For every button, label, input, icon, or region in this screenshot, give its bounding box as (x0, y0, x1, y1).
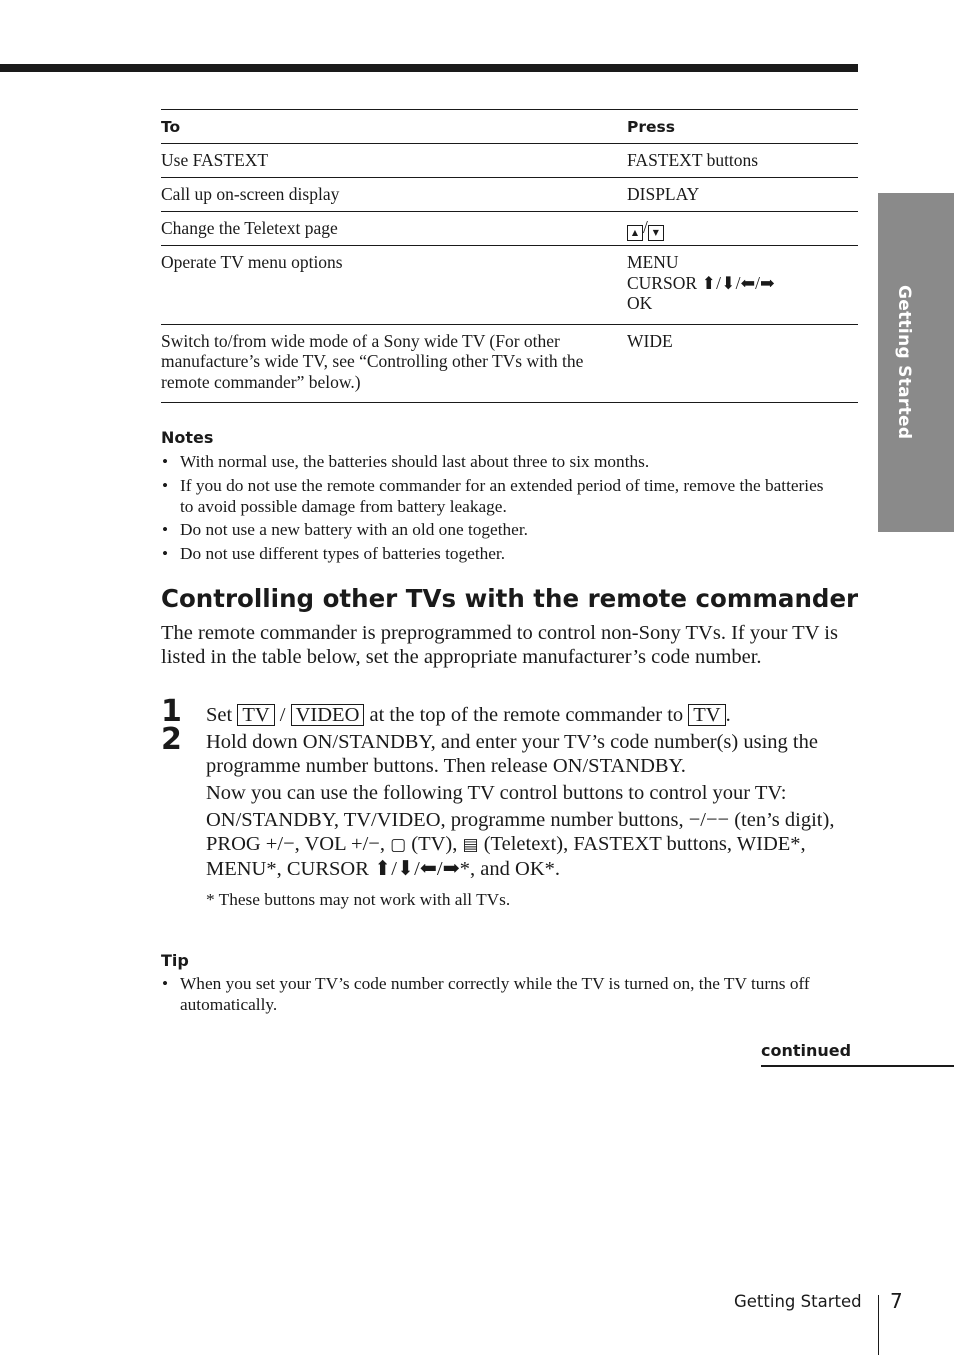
press-line: CURSOR ⬆/⬇/⬅/➡ (627, 272, 775, 293)
footer-section-title: Getting Started (734, 1292, 862, 1311)
page-number: 7 (890, 1289, 903, 1313)
table-cell-press: WIDE (627, 324, 858, 403)
table-cell-press (627, 246, 858, 325)
table-cell-to: Switch to/from wide mode of a Sony wide TV (For other manufacture’s wide TV, see “Controlling other TVs with the remote commander” below.) (161, 324, 627, 403)
step-text-part: . (725, 704, 731, 726)
footer-rule (878, 1295, 879, 1355)
list-item: • With normal use, the batteries should last about three to six months. (161, 451, 841, 472)
tip-heading: Tip (161, 951, 189, 970)
teletext-page-up-icon: ▲ (627, 225, 643, 241)
step-text-part: (TV), (406, 833, 463, 855)
table-header-row (161, 110, 858, 144)
intro-paragraph: The remote commander is preprogrammed to control non-Sony TVs. If your TV is listed in the table below, set the appropriate manufacturer’s code number. (161, 622, 838, 668)
side-tab (878, 193, 954, 532)
list-item: • When you set your TV’s code number correctly while the TV is turned on, the TV turns off automatically. (161, 973, 841, 1015)
list-item: • If you do not use the remote commander for an extended period of time, remove the batteries to avoid possible damage from battery leakage. (161, 475, 841, 517)
top-rule (0, 64, 858, 72)
table-header-press: Press (627, 110, 858, 144)
tv-switch-label: TV (688, 704, 725, 726)
table-cell-to: Operate TV menu options (161, 246, 627, 325)
table-cell-to: Call up on-screen display (161, 178, 627, 212)
continued-label: continued (761, 1041, 852, 1060)
list-item: • Do not use a new battery with an old one together. (161, 519, 841, 540)
step-text-part: Set (206, 704, 238, 726)
step-text-part: (Teletext), FASTEXT buttons, WIDE*, MENU*, CURSOR ⬆/⬇/⬅/➡*, and OK*. (206, 833, 806, 880)
video-switch-label: VIDEO (291, 704, 365, 726)
table-header-to: To (161, 110, 627, 144)
step-text-part: / (274, 704, 291, 726)
continued-rule (761, 1065, 954, 1067)
step-number: 2 (161, 722, 182, 757)
teletext-page-down-icon: ▼ (648, 225, 664, 241)
table-cell-press: DISPLAY (627, 178, 858, 212)
list-item: • Do not use different types of batteries together. (161, 543, 841, 564)
step-number: 1 (161, 694, 182, 729)
press-line: MENU (627, 252, 679, 272)
table-cell-to: Change the Teletext page (161, 212, 627, 246)
table-cell-press: FASTEXT buttons (627, 144, 858, 178)
side-tab-label: Getting Started (894, 285, 914, 440)
notes-list (161, 451, 841, 566)
table-row (161, 178, 858, 212)
table-row (161, 324, 858, 403)
step-text: Hold down ON/STANDBY, and enter your TV’s code number(s) using the programme number buttons. Then release ON/STANDBY. (206, 731, 818, 777)
table-row (161, 212, 858, 246)
step-text (206, 703, 856, 727)
teletext-icon: ▤ (462, 835, 479, 855)
section-heading: Controlling other TVs with the remote commander (161, 584, 859, 613)
footnote: * These buttons may not work with all TVs. (206, 890, 511, 909)
table-row (161, 246, 858, 325)
button-table (161, 109, 858, 403)
step-text (206, 808, 858, 881)
table-row (161, 144, 858, 178)
step-text-part: ON/STANDBY, TV/VIDEO, programme number buttons, −/−− (ten’s digit), PROG +/−, VOL +/−, (206, 809, 835, 855)
tv-icon: ▢ (390, 835, 407, 855)
notes-heading: Notes (161, 428, 214, 447)
step-text: Now you can use the following TV control buttons to control your TV: (206, 782, 787, 804)
step-text-part: at the top of the remote commander to (364, 704, 689, 726)
tv-switch-label: TV (237, 704, 274, 726)
press-line: OK (627, 293, 653, 313)
tip-list (161, 973, 841, 1018)
table-cell-to: Use FASTEXT (161, 144, 627, 178)
table-cell-press: ▲ / ▼ (627, 212, 858, 246)
